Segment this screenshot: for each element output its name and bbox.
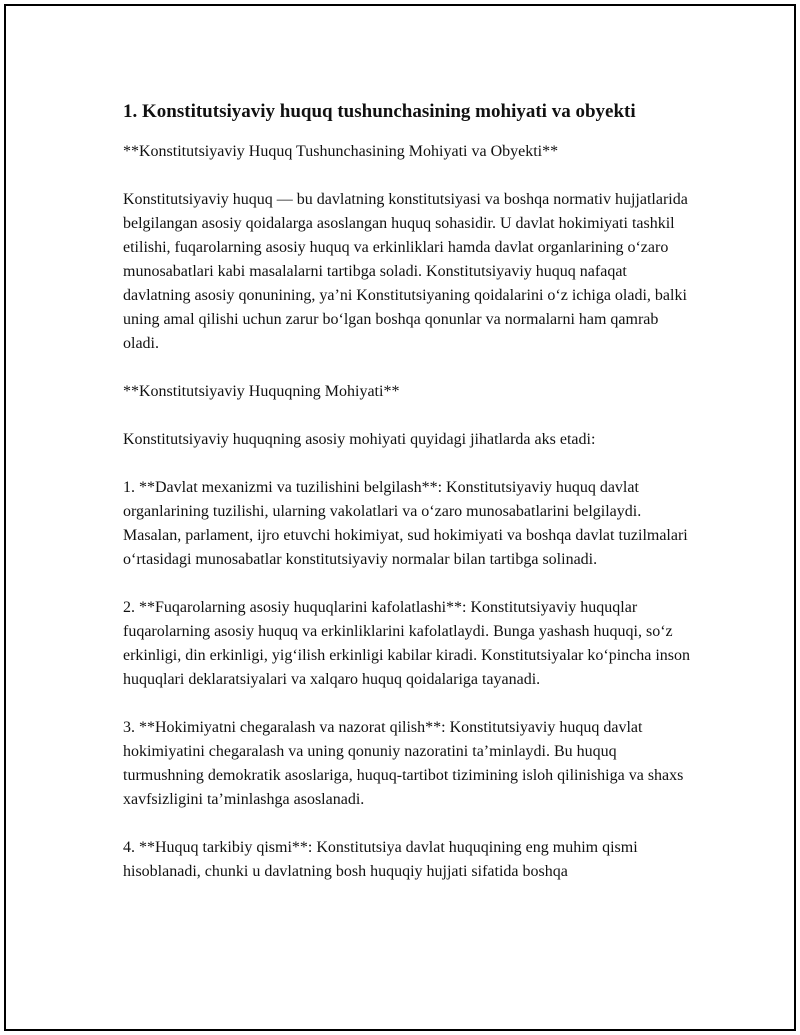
list-item-1: 1. **Davlat mexanizmi va tuzilishini belgilash**: Konstitutsiyaviy huquq davlat organlarining tuzilishi, ularning vakolatlari va o‘zaro munosabatlarini belgilaydi. Masalan, parlament, ijro etuvchi hokimiyat, sud hokimiyati va boshqa davlat tuzilmalari o‘rtasidagi munosabatlar konstitutsiyaviy normalar bilan tartibga solinadi. xyxy=(123,479,688,568)
document-content xyxy=(123,98,698,884)
document-title: 1. Konstitutsiyaviy huquq tushunchasining mohiyati va obyekti xyxy=(123,101,636,122)
list-item-3: 3. **Hokimiyatni chegaralash va nazorat qilish**: Konstitutsiyaviy huquq davlat hokimiyatini chegaralash va uning qonuniy nazoratini ta’minlaydi. Bu huquq turmushning demokratik asoslariga, huquq-tartibot tizimining isloh qilinishiga va shaxs xavfsizligini ta’minlashga asoslanadi. xyxy=(123,719,684,808)
list-item-4: 4. **Huquq tarkibiy qismi**: Konstitutsiya davlat huquqining eng muhim qismi hisoblanadi, chunki u davlatning bosh huquqiy hujjati sifatida boshqa xyxy=(123,839,638,880)
essence-subheading: **Konstitutsiyaviy Huquqning Mohiyati** xyxy=(123,383,400,400)
page-frame xyxy=(4,4,796,1031)
document-subheading: **Konstitutsiyaviy Huquq Tushunchasining Mohiyati va Obyekti** xyxy=(123,143,559,160)
intro-paragraph: Konstitutsiyaviy huquq — bu davlatning konstitutsiyasi va boshqa normativ hujjatlarida belgilangan asosiy qoidalarga asoslangan huquq sohasidir. U davlat hokimiyati tashkil etilishi, fuqarolarning asosiy huquq va erkinliklari hamda davlat organlarining o‘zaro munosabatlari kabi masalalarni tartibga soladi. Konstitutsiyaviy huquq nafaqat davlatning asosiy qonunining, ya’ni Konstitutsiyaning qoidalarini o‘z ichiga oladi, balki uning amal qilishi uchun zarur bo‘lgan boshqa qonunlar va normalarni ham qamrab oladi. xyxy=(123,191,688,352)
list-item-2: 2. **Fuqarolarning asosiy huquqlarini kafolatlashi**: Konstitutsiyaviy huquqlar fuqarolarning asosiy huquq va erkinliklarini kafolatlaydi. Bunga yashash huquqi, so‘z erkinligi, din erkinligi, yig‘ilish erkinligi kabilar kiradi. Konstitutsiyalar ko‘pincha inson huquqlari deklaratsiyalari va xalqaro huquq qoidalariga tayanadi. xyxy=(123,599,691,688)
lead-paragraph: Konstitutsiyaviy huquqning asosiy mohiyati quyidagi jihatlarda aks etadi: xyxy=(123,431,596,448)
